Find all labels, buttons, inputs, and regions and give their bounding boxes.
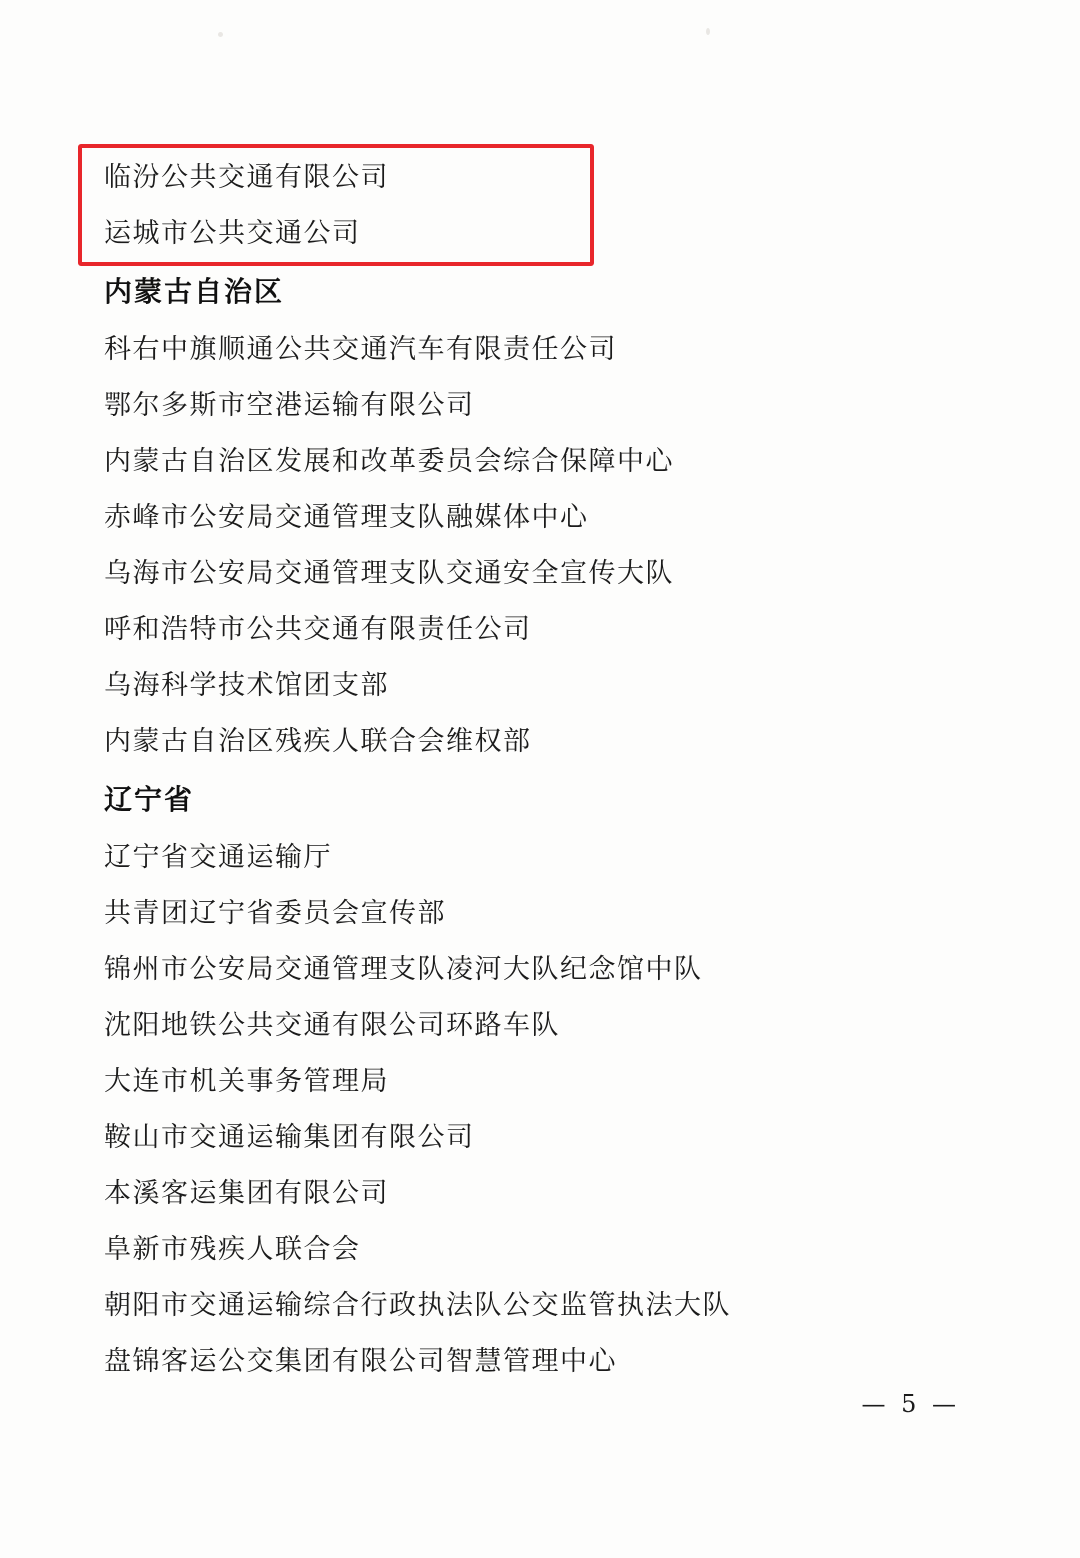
paper-speck-icon — [218, 32, 223, 37]
list-item: 内蒙古自治区残疾人联合会维权部 — [104, 726, 532, 757]
list-item: 鞍山市交通运输集团有限公司 — [104, 1122, 475, 1153]
list-item: 锦州市公安局交通管理支队凌河大队纪念馆中队 — [104, 954, 703, 985]
list-item: 赤峰市公安局交通管理支队融媒体中心 — [104, 502, 589, 533]
section-liaoning — [104, 770, 954, 1390]
list-item: 鄂尔多斯市空港运输有限公司 — [104, 390, 475, 421]
document-body — [104, 150, 954, 1390]
section-heading: 内蒙古自治区 — [104, 275, 285, 308]
page-number: — 5 — — [861, 1390, 960, 1418]
list-item: 内蒙古自治区发展和改革委员会综合保障中心 — [104, 446, 674, 477]
paper-speck-icon — [706, 28, 710, 35]
list-item: 临汾公共交通有限公司 — [104, 162, 389, 193]
list-item: 朝阳市交通运输综合行政执法队公交监管执法大队 — [104, 1290, 731, 1321]
list-item: 盘锦客运公交集团有限公司智慧管理中心 — [104, 1346, 617, 1377]
list-item: 科右中旗顺通公共交通汽车有限责任公司 — [104, 334, 617, 365]
list-item: 运城市公共交通公司 — [104, 218, 361, 249]
list-item: 共青团辽宁省委员会宣传部 — [104, 898, 446, 929]
list-item: 辽宁省交通运输厅 — [104, 842, 332, 873]
list-item: 本溪客运集团有限公司 — [104, 1178, 389, 1209]
list-item: 阜新市残疾人联合会 — [104, 1234, 361, 1265]
list-item: 乌海市公安局交通管理支队交通安全宣传大队 — [104, 558, 674, 589]
section-heading: 辽宁省 — [104, 783, 195, 816]
section-inner-mongolia — [104, 262, 954, 770]
list-item: 乌海科学技术馆团支部 — [104, 670, 389, 701]
list-item: 沈阳地铁公共交通有限公司环路车队 — [104, 1010, 560, 1041]
list-item: 呼和浩特市公共交通有限责任公司 — [104, 614, 532, 645]
highlighted-entry-group — [104, 150, 954, 262]
list-item: 大连市机关事务管理局 — [104, 1066, 389, 1097]
